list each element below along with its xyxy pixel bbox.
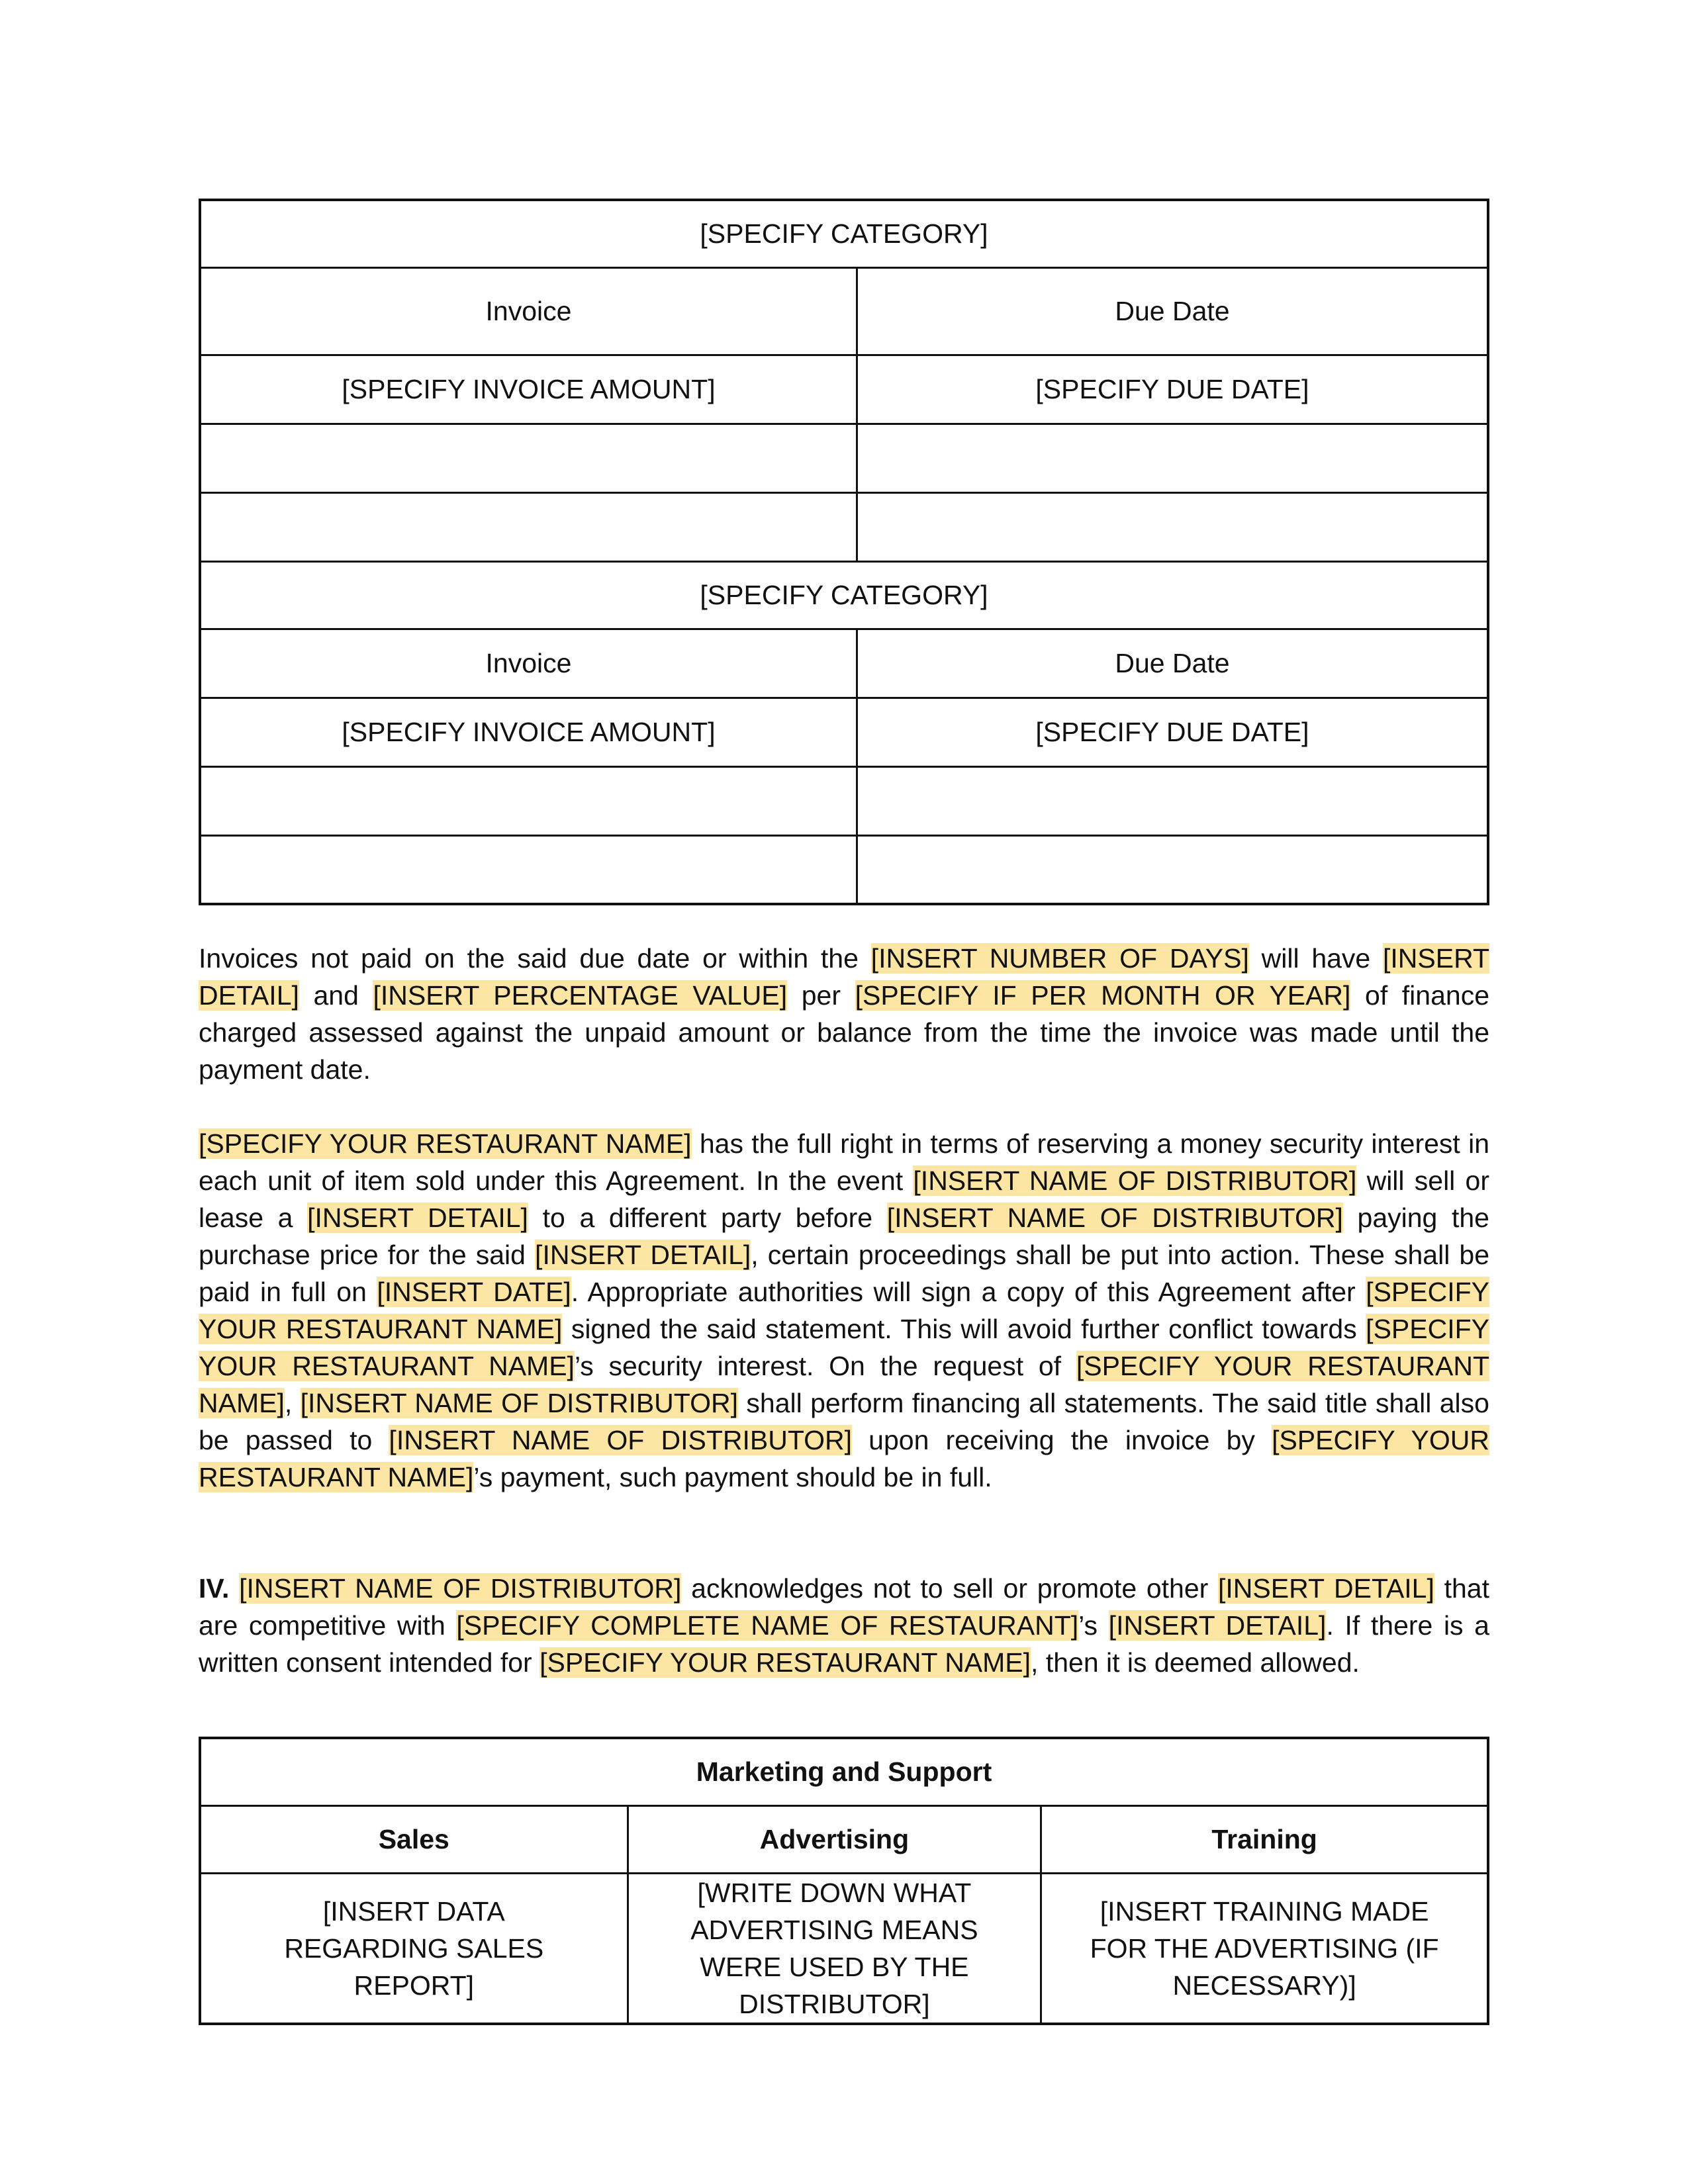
placeholder-highlight[interactable]: [INSERT NAME OF DISTRIBUTOR] bbox=[886, 1203, 1343, 1233]
text-run bbox=[229, 1573, 239, 1604]
placeholder-highlight[interactable]: [INSERT DETAIL] bbox=[307, 1203, 528, 1233]
table-row bbox=[200, 835, 1488, 904]
due-date-cell[interactable]: [SPECIFY DUE DATE] bbox=[857, 698, 1488, 766]
empty-cell[interactable] bbox=[857, 835, 1488, 904]
training-cell[interactable]: [INSERT TRAINING MADE FOR THE ADVERTISING (IF NECESSARY)] bbox=[1041, 1873, 1488, 2024]
text-run: . If there is a written consent intended for bbox=[199, 1610, 1489, 1678]
placeholder-highlight[interactable]: [INSERT DETAIL] bbox=[535, 1240, 751, 1270]
text-run: per bbox=[787, 980, 855, 1011]
text-run: that are competitive with bbox=[199, 1573, 1489, 1641]
invoice-amount-cell[interactable]: [SPECIFY INVOICE AMOUNT] bbox=[200, 355, 857, 424]
placeholder-highlight[interactable]: [INSERT NAME OF DISTRIBUTOR] bbox=[389, 1425, 853, 1455]
table-row bbox=[200, 355, 1488, 424]
placeholder-highlight[interactable]: [INSERT NAME OF DISTRIBUTOR] bbox=[913, 1165, 1357, 1196]
placeholder-highlight[interactable]: [SPECIFY YOUR RESTAURANT NAME] bbox=[199, 1128, 692, 1159]
empty-cell[interactable] bbox=[857, 766, 1488, 835]
table-row bbox=[200, 1738, 1488, 1805]
column-header-advertising: Advertising bbox=[628, 1805, 1041, 1873]
invoice-header: Invoice bbox=[200, 267, 857, 355]
text-run: upon receiving the invoice by bbox=[852, 1425, 1272, 1455]
table-row bbox=[200, 561, 1488, 629]
table-row bbox=[200, 629, 1488, 698]
text-run: , then it is deemed allowed. bbox=[1031, 1647, 1360, 1678]
table-row bbox=[200, 492, 1488, 561]
table-row bbox=[200, 267, 1488, 355]
text-run: to a different party before bbox=[528, 1203, 887, 1233]
placeholder-highlight[interactable]: [SPECIFY YOUR RESTAURANT NAME] bbox=[199, 1277, 1490, 1344]
empty-cell[interactable] bbox=[200, 492, 857, 561]
text-run: acknowledges not to sell or promote other bbox=[681, 1573, 1219, 1604]
placeholder-highlight[interactable]: [SPECIFY YOUR RESTAURANT NAME] bbox=[199, 1314, 1489, 1381]
category-cell[interactable]: [SPECIFY CATEGORY] bbox=[200, 561, 1488, 629]
placeholder-highlight[interactable]: [INSERT NUMBER OF DAYS] bbox=[870, 943, 1249, 974]
placeholder-highlight[interactable]: [INSERT DATE] bbox=[377, 1277, 571, 1307]
text-run: ’s bbox=[1078, 1610, 1109, 1641]
table-row bbox=[200, 766, 1488, 835]
due-date-header: Due Date bbox=[857, 267, 1488, 355]
advertising-cell[interactable]: [WRITE DOWN WHAT ADVERTISING MEANS WERE USED BY THE DISTRIBUTOR] bbox=[628, 1873, 1041, 2024]
column-header-training: Training bbox=[1041, 1805, 1488, 1873]
placeholder-highlight[interactable]: [INSERT NAME OF DISTRIBUTOR] bbox=[239, 1573, 682, 1604]
text-run: ’s security interest. On the request of bbox=[574, 1351, 1076, 1381]
non-compete-paragraph bbox=[199, 1570, 1489, 1681]
invoice-amount-cell[interactable]: [SPECIFY INVOICE AMOUNT] bbox=[200, 698, 857, 766]
text-run: will have bbox=[1248, 943, 1383, 974]
placeholder-highlight[interactable]: [INSERT NAME OF DISTRIBUTOR] bbox=[300, 1388, 738, 1418]
sales-cell[interactable]: [INSERT DATA REGARDING SALES REPORT] bbox=[200, 1873, 628, 2024]
table-row bbox=[200, 1873, 1488, 2024]
table-title: Marketing and Support bbox=[200, 1738, 1488, 1805]
document-page bbox=[199, 199, 1489, 2025]
text-run: . Appropriate authorities will sign a copy of this Agreement after bbox=[571, 1277, 1366, 1307]
empty-cell[interactable] bbox=[857, 424, 1488, 492]
column-header-sales: Sales bbox=[200, 1805, 628, 1873]
text-run: has the full right in terms of reserving a money security interest in each unit of item sold under this Agreement. In the event bbox=[199, 1128, 1489, 1196]
placeholder-highlight[interactable]: [INSERT DETAIL] bbox=[199, 943, 1489, 1011]
placeholder-highlight[interactable]: [INSERT PERCENTAGE VALUE] bbox=[373, 980, 788, 1011]
placeholder-highlight[interactable]: [SPECIFY COMPLETE NAME OF RESTAURANT] bbox=[456, 1610, 1079, 1641]
table-row bbox=[200, 1805, 1488, 1873]
table-row bbox=[200, 200, 1488, 267]
marketing-support-table bbox=[199, 1737, 1489, 2025]
text-run: , bbox=[284, 1388, 301, 1418]
table-row bbox=[200, 698, 1488, 766]
text-run: and bbox=[299, 980, 373, 1011]
text-run: ’s payment, such payment should be in full. bbox=[473, 1462, 992, 1492]
section-number: IV. bbox=[199, 1573, 230, 1604]
table-row bbox=[200, 424, 1488, 492]
placeholder-highlight[interactable]: [SPECIFY YOUR RESTAURANT NAME] bbox=[539, 1647, 1031, 1678]
empty-cell[interactable] bbox=[200, 766, 857, 835]
empty-cell[interactable] bbox=[857, 492, 1488, 561]
empty-cell[interactable] bbox=[200, 424, 857, 492]
invoice-header: Invoice bbox=[200, 629, 857, 698]
due-date-header: Due Date bbox=[857, 629, 1488, 698]
placeholder-highlight[interactable]: [SPECIFY YOUR RESTAURANT NAME] bbox=[199, 1425, 1489, 1492]
due-date-cell[interactable]: [SPECIFY DUE DATE] bbox=[857, 355, 1488, 424]
text-run: Invoices not paid on the said due date or within the bbox=[199, 943, 871, 974]
placeholder-highlight[interactable]: [SPECIFY YOUR RESTAURANT NAME] bbox=[199, 1351, 1489, 1418]
text-run: paying the purchase price for the said bbox=[199, 1203, 1489, 1270]
placeholder-highlight[interactable]: [INSERT DETAIL] bbox=[1108, 1610, 1327, 1641]
placeholder-highlight[interactable]: [INSERT DETAIL] bbox=[1218, 1573, 1434, 1604]
text-run: , certain proceedings shall be put into action. These shall be paid in full on bbox=[199, 1240, 1490, 1307]
text-run: of finance charged assessed against the unpaid amount or balance from the time the invoice was made until the payment date. bbox=[199, 980, 1490, 1085]
late-payment-paragraph bbox=[199, 940, 1489, 1088]
placeholder-highlight[interactable]: [SPECIFY IF PER MONTH OR YEAR] bbox=[855, 980, 1351, 1011]
empty-cell[interactable] bbox=[200, 835, 857, 904]
text-run: shall perform financing all statements. The said title shall also be passed to bbox=[199, 1388, 1489, 1455]
security-interest-paragraph bbox=[199, 1125, 1489, 1496]
text-run: signed the said statement. This will avoid further conflict towards bbox=[562, 1314, 1366, 1344]
text-run: will sell or lease a bbox=[199, 1165, 1489, 1233]
invoice-table bbox=[199, 199, 1489, 905]
category-cell[interactable]: [SPECIFY CATEGORY] bbox=[200, 200, 1488, 267]
